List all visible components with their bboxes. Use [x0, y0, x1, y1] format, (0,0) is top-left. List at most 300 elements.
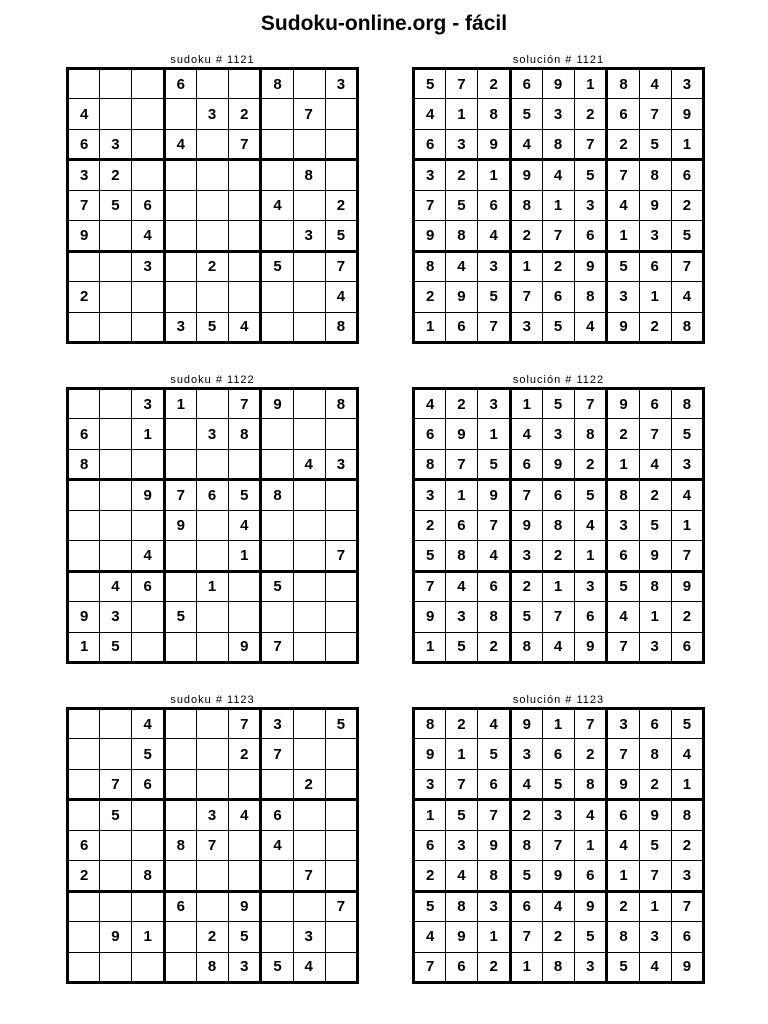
grid-cell [229, 830, 261, 860]
grid-cell [164, 221, 196, 251]
grid-cell: 6 [671, 922, 703, 952]
grid-cell: 9 [446, 922, 478, 952]
grid-cell: 6 [478, 571, 510, 601]
grid-cell: 2 [607, 129, 639, 159]
grid-cell [261, 312, 293, 343]
grid-cell [100, 69, 132, 99]
grid-cell: 2 [446, 160, 478, 190]
grid-cell: 9 [68, 221, 100, 251]
grid-cell: 2 [446, 389, 478, 419]
grid-cell: 8 [414, 251, 446, 281]
grid-cell: 2 [414, 510, 446, 540]
grid-cell: 7 [325, 891, 357, 921]
grid-cell: 6 [164, 891, 196, 921]
grid-cell: 8 [414, 449, 446, 479]
grid-cell: 9 [478, 129, 510, 159]
grid-cell: 9 [100, 922, 132, 952]
grid-cell: 7 [639, 99, 671, 129]
grid-cell: 1 [510, 952, 542, 983]
grid-cell [100, 449, 132, 479]
grid-cell: 5 [325, 221, 357, 251]
grid-cell: 2 [510, 800, 542, 830]
grid-cell [293, 282, 325, 312]
grid-cell: 2 [196, 922, 228, 952]
grid-cell [325, 602, 357, 632]
grid-cell: 5 [164, 602, 196, 632]
grid-cell: 6 [446, 952, 478, 983]
grid-cell: 3 [446, 129, 478, 159]
grid-cell [261, 160, 293, 190]
grid-row [68, 891, 358, 921]
grid-cell: 8 [607, 922, 639, 952]
grid-cell: 1 [671, 769, 703, 799]
grid-cell: 3 [446, 830, 478, 860]
grid-cell: 9 [414, 602, 446, 632]
grid-cell: 8 [510, 830, 542, 860]
grid-cell: 3 [607, 510, 639, 540]
grid-cell [68, 571, 100, 601]
grid-cell: 1 [446, 480, 478, 510]
grid-cell: 6 [542, 480, 574, 510]
grid-cell: 9 [229, 891, 261, 921]
sudoku-grid [66, 707, 359, 984]
grid-cell: 8 [446, 541, 478, 571]
grid-row [68, 221, 358, 251]
grid-cell [293, 480, 325, 510]
puzzle-block [66, 694, 359, 984]
grid-row [68, 282, 358, 312]
grid-cell: 2 [510, 221, 542, 251]
grid-cell: 3 [196, 99, 228, 129]
grid-cell: 7 [510, 480, 542, 510]
grid-cell: 4 [414, 922, 446, 952]
solution-grid [412, 707, 705, 984]
grid-row [414, 221, 704, 251]
grid-cell: 2 [671, 602, 703, 632]
grid-cell [196, 510, 228, 540]
grid-cell: 2 [542, 922, 574, 952]
grid-cell: 2 [639, 480, 671, 510]
grid-cell: 4 [542, 632, 574, 663]
grid-row [414, 891, 704, 921]
grid-cell: 1 [164, 389, 196, 419]
grid-cell: 5 [607, 571, 639, 601]
grid-cell: 6 [671, 160, 703, 190]
grid-cell [229, 282, 261, 312]
grid-cell [196, 190, 228, 220]
grid-cell: 5 [671, 221, 703, 251]
grid-cell: 6 [575, 602, 607, 632]
grid-cell: 6 [68, 419, 100, 449]
grid-cell: 4 [671, 480, 703, 510]
grid-cell: 9 [575, 632, 607, 663]
grid-cell: 2 [671, 190, 703, 220]
grid-cell: 6 [671, 632, 703, 663]
grid-cell: 2 [542, 541, 574, 571]
grid-cell [293, 541, 325, 571]
grid-cell [196, 221, 228, 251]
grid-cell [196, 449, 228, 479]
grid-cell: 8 [575, 282, 607, 312]
grid-cell [261, 861, 293, 891]
grid-cell: 5 [414, 541, 446, 571]
grid-cell [164, 190, 196, 220]
grid-cell: 4 [229, 312, 261, 343]
grid-cell: 3 [542, 800, 574, 830]
grid-cell: 5 [100, 632, 132, 663]
grid-row [68, 389, 358, 419]
grid-cell: 6 [446, 510, 478, 540]
grid-cell [100, 952, 132, 983]
grid-cell: 1 [132, 922, 164, 952]
grid-cell: 4 [446, 861, 478, 891]
grid-cell: 1 [446, 99, 478, 129]
grid-cell: 2 [478, 952, 510, 983]
grid-cell: 4 [229, 800, 261, 830]
grid-cell: 5 [542, 769, 574, 799]
grid-cell [196, 389, 228, 419]
grid-cell: 8 [542, 129, 574, 159]
grid-cell: 6 [414, 419, 446, 449]
grid-cell: 5 [414, 69, 446, 99]
grid-cell [293, 632, 325, 663]
grid-cell [325, 830, 357, 860]
grid-cell [132, 69, 164, 99]
grid-cell: 4 [414, 99, 446, 129]
grid-cell: 2 [446, 709, 478, 739]
grid-cell: 7 [542, 830, 574, 860]
grid-cell [293, 800, 325, 830]
grid-cell [261, 510, 293, 540]
grid-cell: 6 [68, 129, 100, 159]
grid-cell: 6 [639, 709, 671, 739]
grid-row [414, 129, 704, 159]
grid-cell: 3 [575, 952, 607, 983]
grid-cell: 2 [671, 830, 703, 860]
grid-cell [164, 769, 196, 799]
grid-row [414, 952, 704, 983]
grid-cell: 1 [414, 800, 446, 830]
grid-cell: 8 [414, 709, 446, 739]
grid-cell: 8 [325, 312, 357, 343]
grid-cell: 7 [446, 69, 478, 99]
grid-cell: 2 [414, 861, 446, 891]
grid-cell: 4 [510, 769, 542, 799]
grid-cell: 9 [510, 709, 542, 739]
grid-row [414, 480, 704, 510]
grid-row [68, 129, 358, 159]
grid-row [414, 739, 704, 769]
grid-cell: 3 [414, 769, 446, 799]
grid-cell: 6 [446, 312, 478, 343]
grid-cell: 4 [510, 419, 542, 449]
grid-cell: 6 [478, 769, 510, 799]
grid-row [68, 769, 358, 799]
grid-cell: 1 [510, 251, 542, 281]
solution-grid [412, 387, 705, 664]
grid-cell: 2 [510, 571, 542, 601]
grid-cell: 2 [607, 419, 639, 449]
grid-cell: 4 [132, 221, 164, 251]
grid-cell: 9 [639, 190, 671, 220]
grid-cell [261, 221, 293, 251]
grid-cell: 7 [164, 480, 196, 510]
grid-cell [261, 99, 293, 129]
grid-cell: 3 [414, 160, 446, 190]
grid-cell: 2 [575, 449, 607, 479]
grid-cell: 6 [164, 69, 196, 99]
grid-cell: 4 [639, 952, 671, 983]
grid-cell: 7 [100, 769, 132, 799]
grid-cell: 6 [639, 389, 671, 419]
grid-cell [229, 221, 261, 251]
grid-cell: 3 [607, 709, 639, 739]
grid-cell: 9 [607, 312, 639, 343]
grid-row [68, 312, 358, 343]
grid-cell: 5 [478, 282, 510, 312]
grid-cell [68, 769, 100, 799]
grid-cell: 5 [510, 602, 542, 632]
grid-cell: 7 [639, 861, 671, 891]
grid-cell [325, 861, 357, 891]
grid-cell: 8 [671, 389, 703, 419]
grid-row [68, 480, 358, 510]
grid-cell: 7 [229, 389, 261, 419]
grid-cell [164, 922, 196, 952]
grid-cell: 3 [671, 861, 703, 891]
grid-cell: 5 [575, 922, 607, 952]
grid-cell [196, 769, 228, 799]
grid-cell: 3 [639, 221, 671, 251]
grid-cell: 5 [261, 251, 293, 281]
grid-row [414, 419, 704, 449]
grid-cell: 8 [325, 389, 357, 419]
grid-cell: 2 [229, 99, 261, 129]
grid-cell: 9 [510, 510, 542, 540]
grid-cell [100, 541, 132, 571]
grid-cell: 9 [607, 389, 639, 419]
grid-cell: 5 [639, 830, 671, 860]
grid-cell: 8 [478, 861, 510, 891]
grid-cell [164, 709, 196, 739]
grid-cell [68, 891, 100, 921]
grid-row [68, 800, 358, 830]
grid-cell [229, 861, 261, 891]
grid-cell: 8 [293, 160, 325, 190]
grid-cell [325, 769, 357, 799]
grid-cell [229, 190, 261, 220]
grid-cell: 6 [510, 891, 542, 921]
grid-cell: 5 [446, 800, 478, 830]
grid-cell: 8 [446, 891, 478, 921]
grid-cell: 9 [510, 160, 542, 190]
grid-cell: 6 [542, 739, 574, 769]
grid-row [68, 861, 358, 891]
grid-cell: 5 [446, 632, 478, 663]
grid-cell [196, 69, 228, 99]
grid-cell: 4 [446, 251, 478, 281]
grid-cell [229, 769, 261, 799]
grid-cell [325, 571, 357, 601]
grid-cell: 1 [639, 891, 671, 921]
grid-cell: 7 [325, 251, 357, 281]
grid-cell: 9 [671, 952, 703, 983]
grid-row [68, 449, 358, 479]
grid-cell: 5 [478, 449, 510, 479]
grid-cell: 7 [196, 830, 228, 860]
grid-cell: 8 [132, 861, 164, 891]
grid-cell: 7 [293, 861, 325, 891]
grid-cell: 1 [542, 190, 574, 220]
grid-cell [132, 129, 164, 159]
grid-cell: 3 [607, 282, 639, 312]
grid-cell [100, 830, 132, 860]
puzzle-caption: sudoku # 1122 [170, 374, 255, 386]
grid-cell [68, 952, 100, 983]
grid-cell: 5 [414, 891, 446, 921]
sudoku-grid [66, 67, 359, 344]
grid-cell: 6 [607, 99, 639, 129]
grid-cell: 2 [68, 282, 100, 312]
grid-cell: 8 [639, 739, 671, 769]
grid-cell: 5 [132, 739, 164, 769]
grid-cell: 3 [542, 99, 574, 129]
grid-cell [164, 800, 196, 830]
grid-cell: 5 [510, 99, 542, 129]
grid-cell: 7 [446, 769, 478, 799]
grid-row [68, 709, 358, 739]
grid-cell: 3 [639, 922, 671, 952]
grid-cell: 1 [478, 160, 510, 190]
grid-row [414, 830, 704, 860]
grid-cell: 8 [639, 160, 671, 190]
grid-cell [68, 389, 100, 419]
grid-cell: 4 [478, 709, 510, 739]
grid-cell: 6 [607, 541, 639, 571]
grid-cell [100, 251, 132, 281]
grid-cell: 4 [478, 541, 510, 571]
grid-cell: 5 [639, 129, 671, 159]
solution-caption: solución # 1122 [512, 374, 605, 386]
grid-cell: 1 [414, 632, 446, 663]
grid-cell: 5 [542, 312, 574, 343]
grid-cell: 3 [478, 891, 510, 921]
grid-cell [229, 160, 261, 190]
grid-cell [164, 99, 196, 129]
grid-cell: 4 [607, 190, 639, 220]
grid-cell: 7 [261, 739, 293, 769]
grid-cell [164, 449, 196, 479]
grid-cell: 3 [132, 251, 164, 281]
grid-row [414, 99, 704, 129]
grid-cell [293, 891, 325, 921]
grid-cell: 6 [510, 449, 542, 479]
grid-cell [132, 160, 164, 190]
grid-cell: 4 [325, 282, 357, 312]
grid-cell [132, 891, 164, 921]
grid-cell: 3 [261, 709, 293, 739]
grid-cell [261, 282, 293, 312]
grid-cell: 7 [607, 160, 639, 190]
grid-cell: 9 [164, 510, 196, 540]
solution-grid [412, 67, 705, 344]
grid-cell: 1 [542, 571, 574, 601]
grid-cell: 9 [575, 251, 607, 281]
solution-caption: solución # 1121 [512, 54, 605, 66]
grid-cell: 9 [542, 449, 574, 479]
grid-cell: 6 [261, 800, 293, 830]
grid-row [414, 389, 704, 419]
grid-cell: 4 [414, 389, 446, 419]
grid-row [68, 602, 358, 632]
grid-row [414, 632, 704, 663]
grid-row [68, 739, 358, 769]
solution-caption: solución # 1123 [512, 694, 605, 706]
grid-cell [293, 69, 325, 99]
grid-cell: 8 [510, 190, 542, 220]
grid-cell [261, 922, 293, 952]
grid-cell: 6 [575, 861, 607, 891]
grid-cell: 1 [132, 419, 164, 449]
grid-cell: 8 [542, 952, 574, 983]
grid-cell: 9 [414, 221, 446, 251]
grid-cell: 4 [100, 571, 132, 601]
grid-cell [68, 251, 100, 281]
grid-cell: 7 [293, 99, 325, 129]
grid-cell: 2 [196, 251, 228, 281]
grid-cell: 5 [100, 190, 132, 220]
grid-cell [325, 632, 357, 663]
grid-cell: 9 [671, 99, 703, 129]
grid-cell [325, 480, 357, 510]
grid-cell: 9 [68, 602, 100, 632]
grid-cell: 1 [607, 449, 639, 479]
puzzle-block [66, 374, 359, 664]
grid-cell: 9 [639, 541, 671, 571]
grid-cell [68, 510, 100, 540]
grid-cell: 3 [293, 221, 325, 251]
grid-cell [293, 602, 325, 632]
grid-cell [261, 541, 293, 571]
grid-cell: 8 [196, 952, 228, 983]
grid-cell [132, 510, 164, 540]
puzzle-caption: sudoku # 1123 [170, 694, 255, 706]
grid-row [414, 69, 704, 99]
grid-cell: 1 [510, 389, 542, 419]
grid-cell: 3 [510, 739, 542, 769]
grid-cell: 7 [639, 419, 671, 449]
grid-cell: 6 [196, 480, 228, 510]
grid-cell: 8 [575, 769, 607, 799]
grid-cell: 2 [325, 190, 357, 220]
grid-cell [68, 541, 100, 571]
grid-cell: 7 [414, 952, 446, 983]
grid-cell: 7 [478, 510, 510, 540]
grid-cell: 8 [607, 480, 639, 510]
grid-cell: 5 [510, 861, 542, 891]
grid-cell: 9 [639, 800, 671, 830]
grid-cell: 5 [261, 952, 293, 983]
grid-cell: 8 [261, 480, 293, 510]
grid-cell [196, 129, 228, 159]
puzzle-block [66, 54, 359, 344]
grid-cell: 3 [575, 571, 607, 601]
grid-cell: 5 [100, 800, 132, 830]
grid-cell: 4 [510, 129, 542, 159]
grid-cell [164, 251, 196, 281]
grid-cell: 4 [132, 709, 164, 739]
grid-cell: 3 [68, 160, 100, 190]
